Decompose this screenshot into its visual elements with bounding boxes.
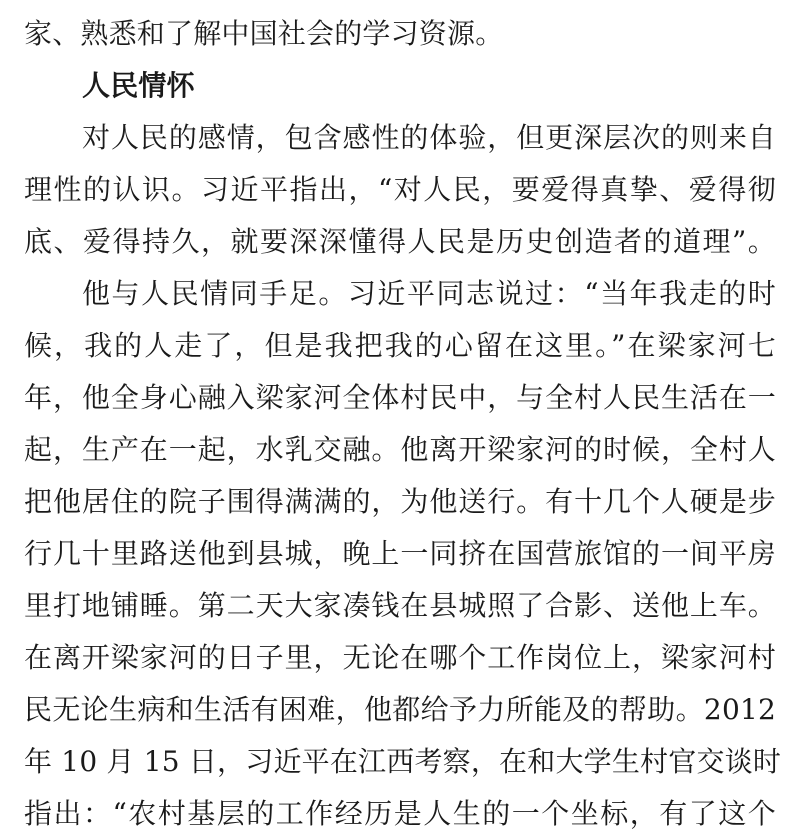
article-body (24, 8, 782, 840)
paragraph-line: 民无论生病和生活有困难，他都给予力所能及的帮助。2012 (24, 693, 776, 726)
paragraph-line: 把他居住的院子围得满满的，为他送行。有十几个人硬是步 (24, 485, 776, 518)
paragraph-line: 在离开梁家河的日子里，无论在哪个工作岗位上，梁家河村 (24, 641, 776, 674)
paragraph-line: 他与人民情同手足。习近平同志说过：“当年我走的时 (82, 277, 776, 310)
paragraph-line: 里打地铺睡。第二天大家凑钱在县城照了合影、送他上车。 (24, 589, 776, 622)
paragraph-line: 年 10 月 15 日，习近平在江西考察，在和大学生村官交谈时 (24, 745, 782, 778)
paragraph-line: 底、爱得持久，就要深深懂得人民是历史创造者的道理”。 (24, 225, 776, 258)
paragraph-line: 行几十里路送他到县城，晚上一同挤在国营旅馆的一间平房 (24, 537, 776, 570)
paragraph-line: 起，生产在一起，水乳交融。他离开梁家河的时候，全村人 (24, 433, 776, 466)
paragraph-line: 理性的认识。习近平指出，“对人民，要爱得真挚、爱得彻 (24, 173, 776, 206)
paragraph-line: 家、熟悉和了解中国社会的学习资源。 (24, 17, 504, 50)
paragraph-line: 候，我的人走了，但是我把我的心留在这里。”在梁家河七 (24, 329, 776, 362)
paragraph-line: 指出：“农村基层的工作经历是人生的一个坐标，有了这个 (24, 797, 776, 830)
paragraph-line: 对人民的感情，包含感性的体验，但更深层次的则来自 (82, 121, 776, 154)
paragraph-line: 年，他全身心融入梁家河全体村民中，与全村人民生活在一 (24, 381, 776, 414)
section-heading: 人民情怀 (82, 69, 195, 102)
